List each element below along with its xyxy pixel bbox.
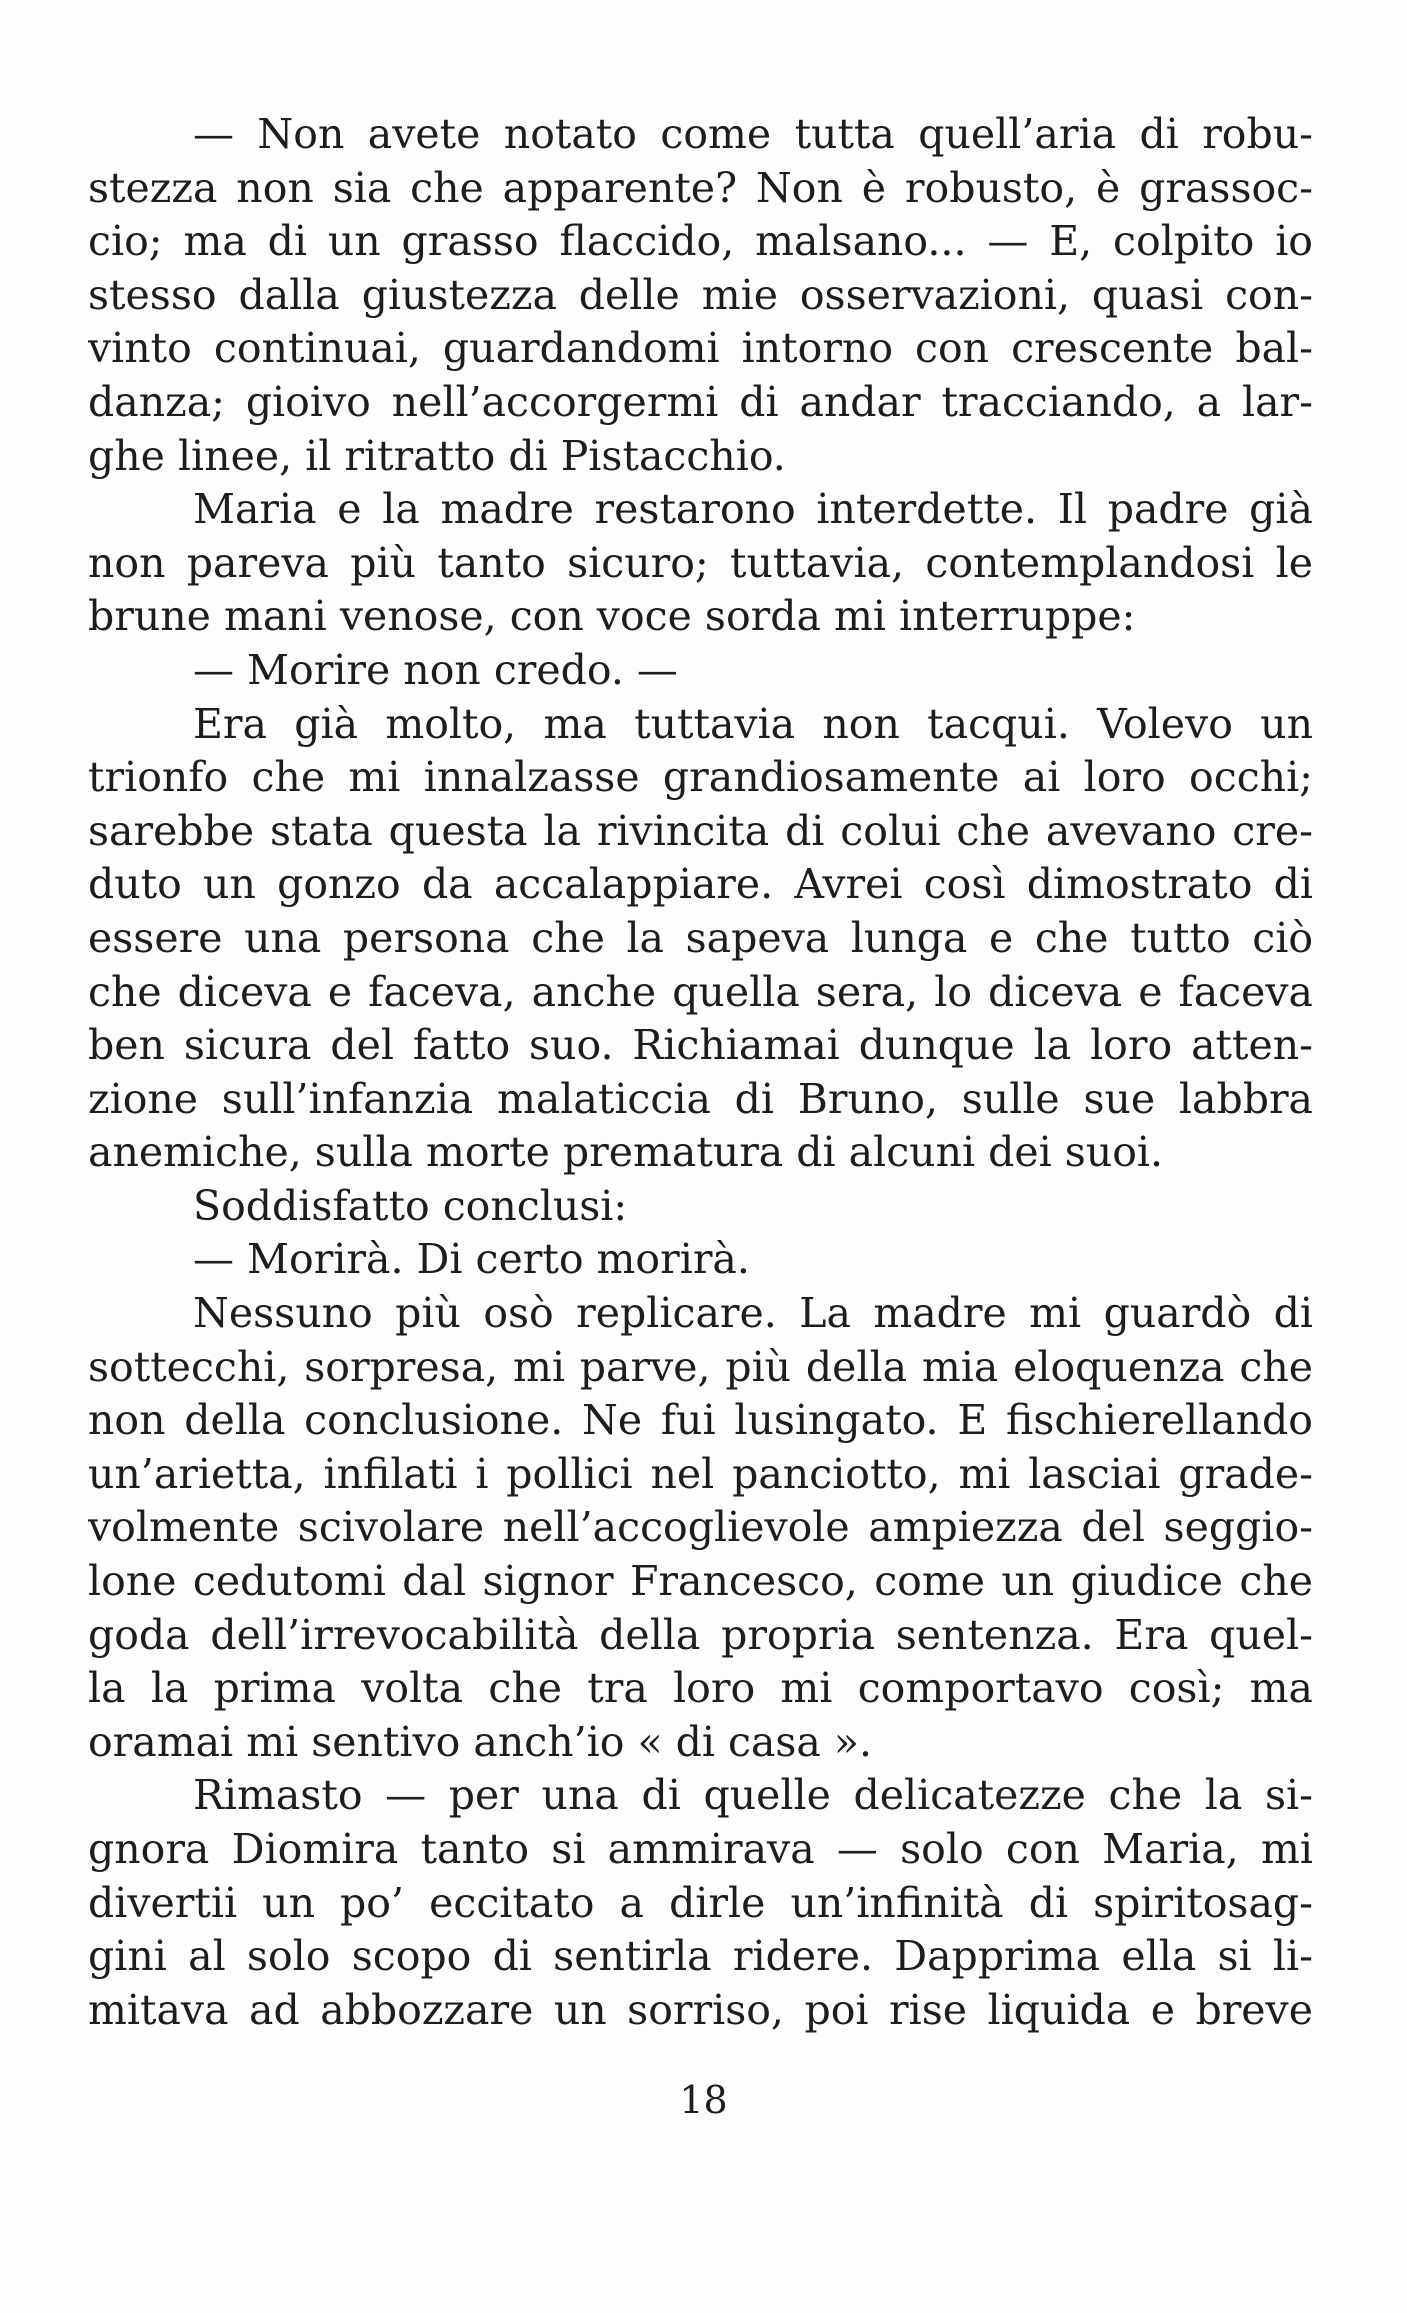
text-line: brune mani venose, con voce sorda mi interruppe: [88,592,1136,641]
text-line: gnora Diomira tanto si ammirava — solo con Maria, mi [88,1825,1313,1873]
text-line: anemiche, sulla morte prematura di alcuni dei suoi. [88,1128,1164,1177]
text-line: Nessuno più osò replicare. La madre mi guardò di [193,1289,1313,1338]
text-line: lone cedutomi dal signor Francesco, come un giudice che [88,1557,1313,1606]
text-line: volmente scivolare nell’accoglievole ampiezza del seggio- [88,1503,1313,1552]
text-line: la la prima volta che tra loro mi comportavo così; ma [88,1664,1313,1713]
text-line: zione sull’infanzia malaticcia di Bruno, sulle sue labbra [88,1074,1313,1123]
text-line: Rimasto — per una di quelle delicatezze che la si- [193,1771,1313,1820]
page-number: 18 [679,2078,728,2122]
text-line: goda dell’irrevocabilità della propria sentenza. Era quel- [88,1610,1313,1659]
text-line: essere una persona che la sapeva lunga e che tutto ciò [88,913,1313,962]
text-line: stesso dalla giustezza delle mie osservazioni, quasi con- [88,270,1313,319]
text-line: sottecchi, sorpresa, mi parve, più della mia eloquenza che [88,1342,1313,1391]
text-line: — Morirà. Di certo morirà. [193,1235,750,1284]
text-line: Era già molto, ma tuttavia non tacqui. Volevo un [193,699,1313,748]
text-line: ghe linee, il ritratto di Pistacchio. [88,431,786,480]
text-line: vinto continuai, guardandomi intorno con crescente bal- [88,324,1313,373]
text-line: non della conclusione. Ne fui lusingato. E fischierellando [88,1396,1313,1445]
text-line: Maria e la madre restarono interdette. Il padre già [193,485,1313,534]
text-line: sarebbe stata questa la rivincita di colui che avevano cre- [88,806,1313,855]
text-line: Soddisfatto conclusi: [193,1181,628,1230]
text-line: stezza non sia che apparente? Non è robusto, è grassoc- [88,163,1313,212]
text-line: trionfo che mi innalzasse grandiosamente ai loro occhi; [88,753,1313,802]
text-line: oramai mi sentivo anch’io « di casa ». [88,1717,873,1766]
text-line: che diceva e faceva, anche quella sera, lo diceva e faceva [88,967,1313,1016]
text-line: non pareva più tanto sicuro; tuttavia, contemplandosi le [88,538,1313,587]
text-line: — Morire non credo. — [193,645,678,694]
text-line: ben sicura del fatto suo. Richiamai dunque la loro atten- [88,1021,1313,1070]
text-line: un’arietta, infilati i pollici nel panciotto, mi lasciai grade- [88,1449,1313,1498]
text-line: danza; gioivo nell’accorgermi di andar tracciando, a lar- [88,377,1313,426]
text-line: gini al solo scopo di sentirla ridere. Dapprima ella si li- [88,1932,1313,1981]
page-text [88,108,1313,2037]
text-line: duto un gonzo da accalappiare. Avrei così dimostrato di [88,860,1313,909]
text-line: cio; ma di un grasso flaccido, malsano... — E, colpito io [88,217,1313,266]
text-line: — Non avete notato come tutta quell’aria di robu- [193,110,1313,158]
text-line: mitava ad abbozzare un sorriso, poi rise liquida e breve [88,1985,1313,2034]
text-line: divertii un po’ eccitato a dirle un’infinità di spiritosag- [88,1878,1313,1927]
